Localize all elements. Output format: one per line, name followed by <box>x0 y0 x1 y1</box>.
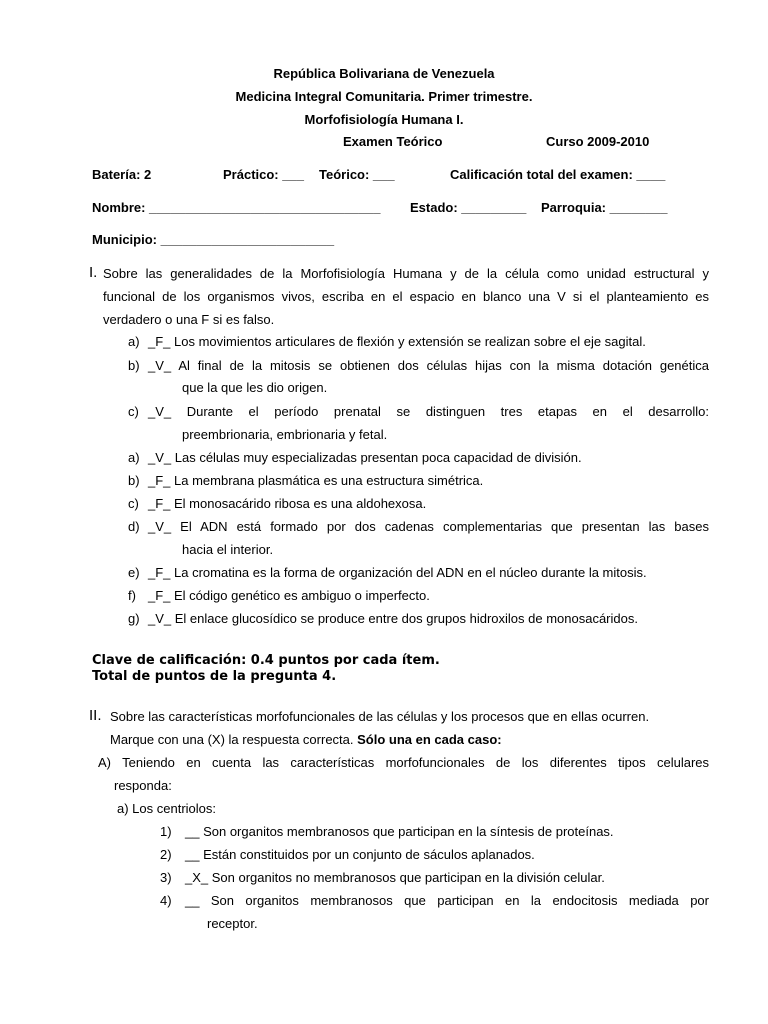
item-letter: a) <box>128 450 140 465</box>
grading-total: Total de puntos de la pregunta 4. <box>92 669 337 684</box>
section2-intro-line <box>110 732 502 748</box>
item-letter: c) <box>128 496 139 511</box>
item-letter: d) <box>128 519 140 534</box>
header-country: República Bolivariana de Venezuela <box>273 66 495 81</box>
item-text: _F_ Los movimientos articulares de flexión y extensión se realizan sobre el eje sagital. <box>148 334 646 349</box>
item-text-continuation: que la que les dio origen. <box>182 380 328 395</box>
field-teorico: Teórico: ___ <box>319 167 395 182</box>
option-text: _X_ Son organitos no membranosos que participan en la división celular. <box>185 870 605 885</box>
field-bateria: Batería: 2 <box>92 167 152 182</box>
item-text: _V_ El enlace glucosídico se produce entre dos grupos hidroxilos de monosacáridos. <box>148 611 638 626</box>
item-letter: e) <box>128 565 140 580</box>
field-calificacion: Calificación total del examen: ____ <box>450 167 666 182</box>
field-estado: Estado: _________ <box>410 200 527 215</box>
option-text: __ Son organitos membranosos que participan en la síntesis de proteínas. <box>185 824 614 839</box>
item-letter: b) <box>128 358 140 373</box>
item-text: _V_ Al final de la mitosis se obtienen dos células hijas con la misma dotación genética <box>148 358 709 373</box>
item-letter: c) <box>128 404 139 419</box>
header-course: Curso 2009-2010 <box>546 134 650 149</box>
section1-intro-line: verdadero o una F si es falso. <box>103 312 275 327</box>
option-number: 4) <box>160 893 172 908</box>
header-program: Medicina Integral Comunitaria. Primer trimestre. <box>235 89 533 104</box>
field-municipio: Municipio: ________________________ <box>92 232 335 247</box>
option-number: 2) <box>160 847 172 862</box>
field-nombre: Nombre: ________________________________ <box>92 200 381 215</box>
header-subject: Morfofisiología Humana I. <box>304 112 464 127</box>
sub-question-a: a) Los centriolos: <box>117 801 216 816</box>
item-text: _V_ Durante el período prenatal se distinguen tres etapas en el desarrollo: <box>148 404 709 419</box>
section2-intro-bold: Sólo una en cada caso: <box>357 732 502 747</box>
option-text: __ Son organitos membranosos que participan en la endocitosis mediada por <box>185 893 709 908</box>
item-text: _V_ Las células muy especializadas presentan poca capacidad de división. <box>148 450 582 465</box>
field-parroquia: Parroquia: ________ <box>541 200 668 215</box>
item-text-continuation: hacia el interior. <box>182 542 274 557</box>
option-number: 3) <box>160 870 172 885</box>
item-letter: b) <box>128 473 140 488</box>
item-text: _V_ El ADN está formado por dos cadenas complementarias que presentan las bases <box>148 519 709 534</box>
item-text: _F_ El monosacárido ribosa es una aldohexosa. <box>148 496 427 511</box>
part-a-question: A) Teniendo en cuenta las características morfofuncionales de los diferentes tipos celulares <box>98 755 709 770</box>
item-letter: f) <box>128 588 136 603</box>
item-letter: a) <box>128 334 140 349</box>
option-number: 1) <box>160 824 172 839</box>
option-text: __ Están constituidos por un conjunto de sáculos aplanados. <box>185 847 535 862</box>
section2-intro-line: Sobre las características morfofuncionales de las células y los procesos que en ellas ocurren. <box>110 709 650 724</box>
section1-numeral: I. <box>89 264 98 281</box>
field-practico: Práctico: ___ <box>223 167 304 182</box>
header-exam-type: Examen Teórico <box>343 134 443 149</box>
item-text: _F_ La membrana plasmática es una estructura simétrica. <box>148 473 484 488</box>
section1-intro-line: funcional de los organismos vivos, escriba en el espacio en blanco una V si el planteamiento es <box>103 289 709 304</box>
section1-intro-line: Sobre las generalidades de la Morfofisiología Humana y de la célula como unidad estructural y <box>103 266 709 281</box>
item-text: _F_ El código genético es ambiguo o imperfecto. <box>148 588 430 603</box>
item-text-continuation: preembrionaria, embrionaria y fetal. <box>182 427 388 442</box>
section2-intro-plain: Marque con una (X) la respuesta correcta. <box>110 732 358 747</box>
section2-numeral: II. <box>89 707 102 724</box>
item-letter: g) <box>128 611 140 626</box>
option-text-continuation: receptor. <box>207 916 258 931</box>
item-text: _F_ La cromatina es la forma de organización del ADN en el núcleo durante la mitosis. <box>148 565 647 580</box>
grading-key: Clave de calificación: 0.4 puntos por cada ítem. <box>92 653 440 668</box>
part-a-question-continuation: responda: <box>114 778 172 793</box>
